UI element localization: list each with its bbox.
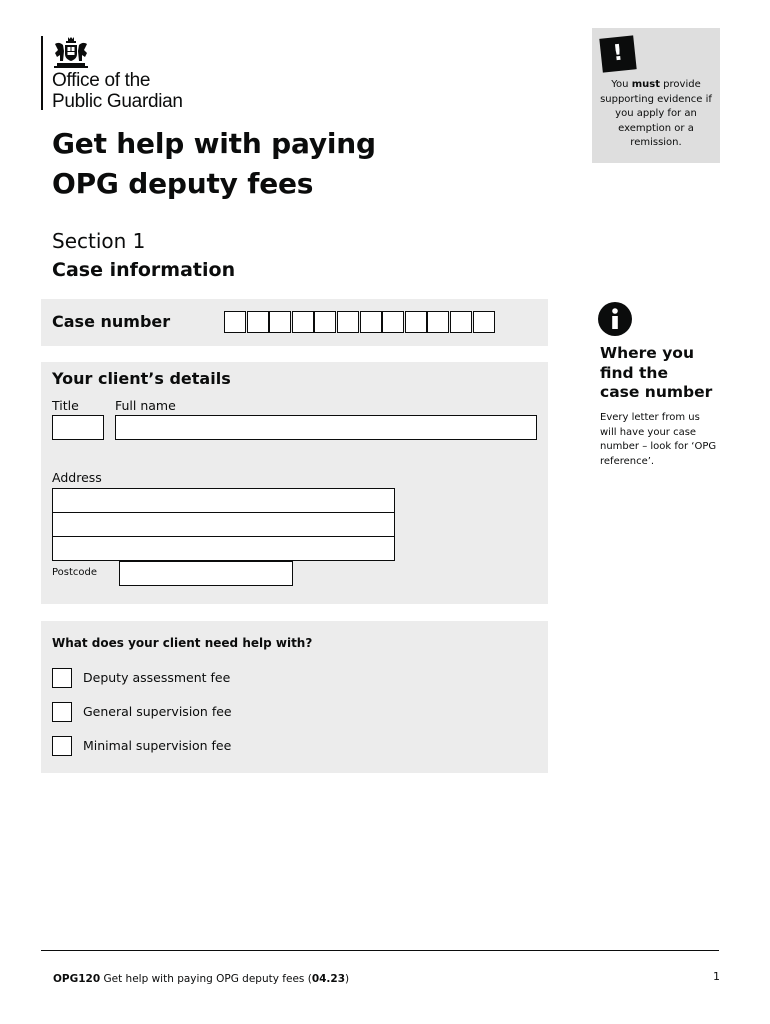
case-number-panel [41,299,548,346]
page-title [52,124,376,204]
help-with-panel [41,621,548,773]
title-label: Title [52,398,79,413]
checkbox[interactable] [52,736,72,756]
case-number-character-box[interactable] [224,311,246,333]
address-line-2-field[interactable] [52,512,395,537]
organisation-name-line2: Public Guardian [52,91,183,112]
logo-divider [41,36,43,110]
exclamation-symbol: ! [611,40,625,67]
exclamation-icon [599,35,636,72]
case-number-character-box[interactable] [382,311,404,333]
case-number-character-box[interactable] [337,311,359,333]
title-field[interactable] [52,415,104,440]
footer-divider [41,950,719,951]
section-number: Section 1 [52,229,146,253]
client-details-heading: Your client’s details [52,369,231,388]
organisation-name [52,70,183,112]
case-number-character-box[interactable] [292,311,314,333]
case-number-character-box[interactable] [427,311,449,333]
case-number-character-box[interactable] [360,311,382,333]
option-label: General supervision fee [83,704,232,719]
warning-text-emphasis: must [631,79,660,90]
warning-text-after: provide supporting evidence if you apply for an exemption or a remission. [600,79,712,148]
page-number: 1 [713,970,720,983]
postcode-label: Postcode [52,567,98,578]
page-title-line1: Get help with paying [52,127,376,160]
address-line-1-field[interactable] [52,488,395,513]
case-number-character-box[interactable] [473,311,495,333]
warning-text-before: You [611,79,632,90]
footer-form-reference [53,972,349,986]
full-name-label: Full name [115,398,176,413]
case-number-character-box[interactable] [450,311,472,333]
full-name-field[interactable] [115,415,537,440]
option-general-supervision-fee[interactable] [52,701,232,723]
option-minimal-supervision-fee[interactable] [52,735,231,757]
form-version: 04.23 [311,973,346,985]
case-number-character-box[interactable] [247,311,269,333]
postcode-field[interactable] [119,561,293,586]
form-code: OPG120 [53,973,101,985]
info-heading-line2: find the [600,363,668,382]
case-number-character-box[interactable] [405,311,427,333]
case-number-boxes [224,311,495,333]
info-heading-line3: case number [600,383,713,401]
option-deputy-assessment-fee[interactable] [52,667,230,689]
address-line-3-field[interactable] [52,536,395,561]
warning-callout [592,28,720,163]
organisation-name-line1: Office of the [52,70,151,91]
checkbox[interactable] [52,702,72,722]
info-text: Every letter from us will have your case number – look for ‘OPG reference’. [600,412,717,467]
checkbox[interactable] [52,668,72,688]
form-version-close: ) [345,973,350,985]
page-title-line2: OPG deputy fees [52,167,314,200]
royal-coat-of-arms-icon [51,36,91,70]
case-number-character-box[interactable] [314,311,336,333]
case-number-character-box[interactable] [269,311,291,333]
warning-text [598,78,714,151]
address-label: Address [52,470,102,485]
client-details-panel [41,362,548,604]
form-title: Get help with paying OPG deputy fees ( [100,973,312,985]
help-with-question: What does your client need help with? [52,636,313,650]
info-heading-line1: Where you [600,344,694,362]
option-label: Minimal supervision fee [83,738,232,753]
case-number-label: Case number [52,312,171,331]
info-heading [600,344,712,403]
option-label: Deputy assessment fee [83,670,231,685]
information-icon [598,302,632,336]
section-title: Case information [52,259,236,281]
